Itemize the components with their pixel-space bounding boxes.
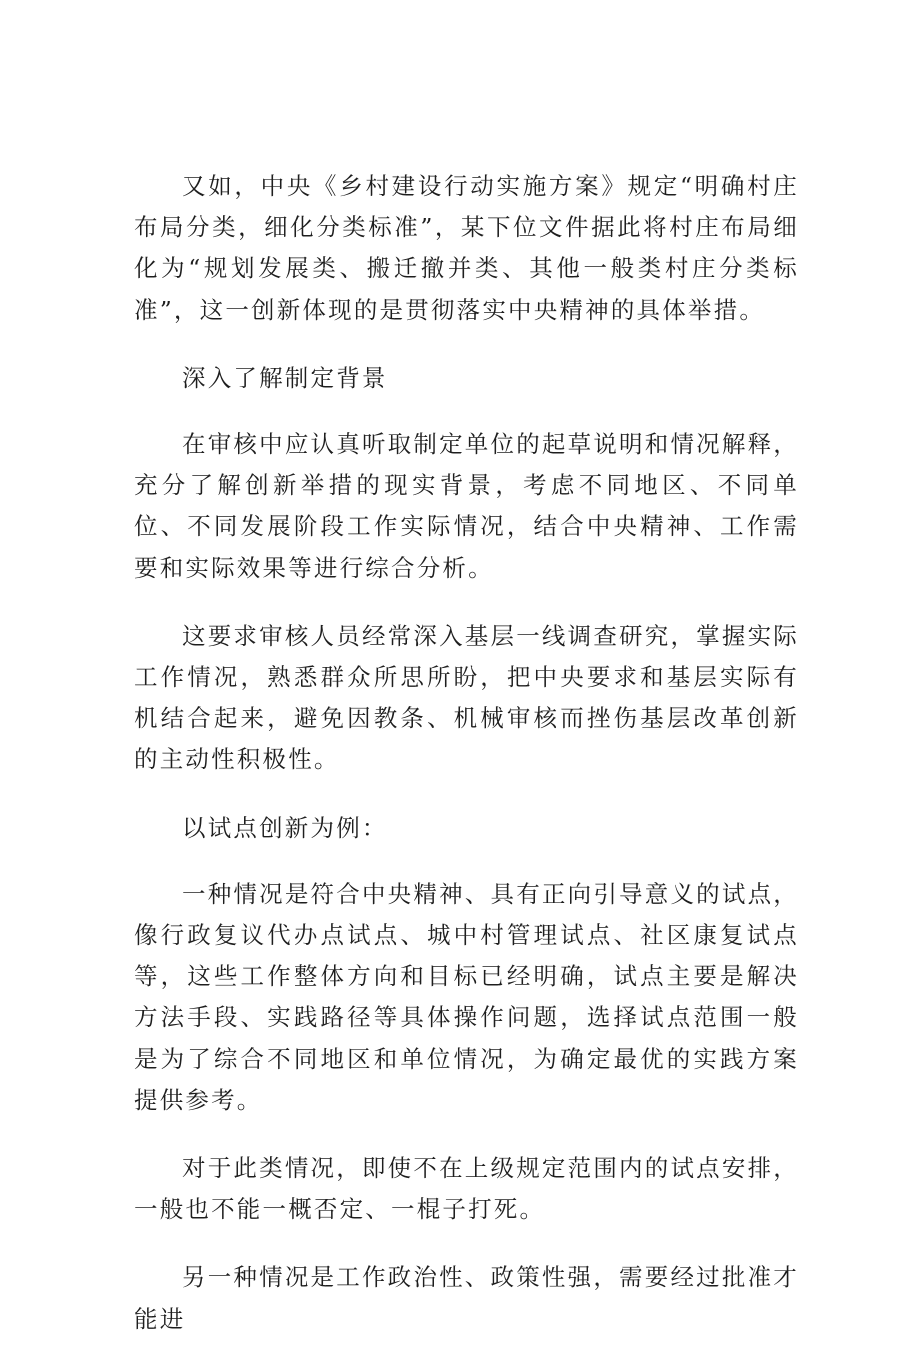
document-body — [134, 166, 799, 1367]
paragraph-pilot-case-one: 一种情况是符合中央精神、具有正向引导意义的试点，像行政复议代办点试点、城中村管理试点、社区康复试点等，这些工作整体方向和目标已经明确，试点主要是解决方法手段、实践路径等具体操作问题，选择试点范围一般是为了综合不同地区和单位情况，为确定最优的实践方案提供参考。 — [134, 879, 799, 1114]
paragraph-review-explanation: 在审核中应认真听取制定单位的起草说明和情况解释，充分了解创新举措的现实背景，考虑不同地区、不同单位、不同发展阶段工作实际情况，结合中央精神、工作需要和实际效果等进行综合分析。 — [134, 430, 799, 582]
paragraph-pilot-case-one-conclusion: 对于此类情况，即使不在上级规定范围内的试点安排，一般也不能一概否定、一棍子打死。 — [134, 1154, 799, 1224]
paragraph-pilot-case-two: 另一种情况是工作政治性、政策性强，需要经过批准才能进 — [134, 1263, 799, 1333]
paragraph-grassroots-research: 这要求审核人员经常深入基层一线调查研究，掌握实际工作情况，熟悉群众所思所盼，把中央要求和基层实际有机结合起来，避免因教条、机械审核而挫伤基层改革创新的主动性积极性。 — [134, 621, 799, 774]
paragraph-pilot-example-intro: 以试点创新为例： — [182, 813, 388, 842]
paragraph-example-rural-plan: 又如，中央《乡村建设行动实施方案》规定“明确村庄布局分类，细化分类标准”，某下位文件据此将村庄布局细化为“规划发展类、搬迁撤并类、其他一般类村庄分类标准”，这一创新体现的是贯彻落实中央精神的具体举措。 — [134, 172, 799, 324]
section-heading-background: 深入了解制定背景 — [182, 363, 388, 392]
